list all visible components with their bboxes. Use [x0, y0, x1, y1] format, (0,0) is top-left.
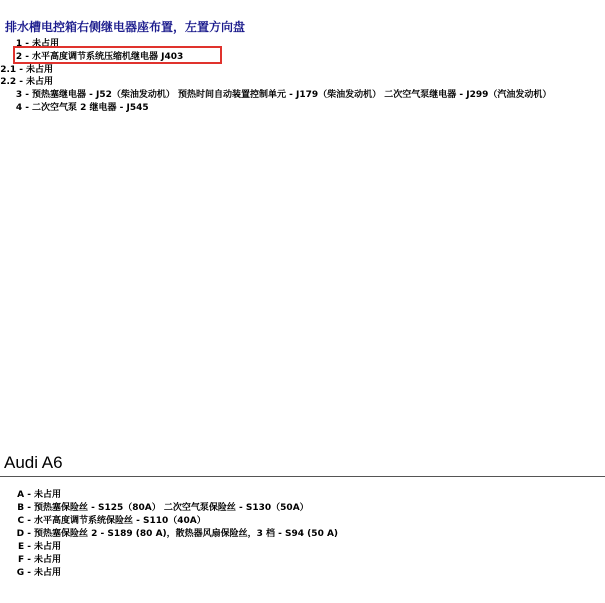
list-item — [0, 38, 605, 51]
item-text: 水平高度调节系统压缩机继电器 J403 — [32, 51, 184, 62]
item-text: 未占用 — [32, 39, 60, 49]
list-item — [0, 76, 605, 89]
list-item — [0, 554, 605, 567]
item-number: C - — [17, 516, 31, 526]
list-item — [0, 489, 605, 502]
list-item — [0, 102, 605, 115]
list-item — [0, 528, 605, 541]
item-text: 未占用 — [34, 542, 62, 552]
item-text: 未占用 — [34, 568, 62, 578]
fuse-list — [0, 489, 605, 580]
item-text: 水平高度调节系统保险丝 - S110（40A） — [34, 516, 206, 526]
item-number: 3 - — [15, 90, 29, 101]
item-number: 2.2 - — [0, 77, 23, 88]
item-number: G - — [16, 568, 31, 578]
item-text: 未占用 — [34, 555, 62, 565]
item-text: 未占用 — [34, 490, 62, 500]
item-number: 1 - — [15, 39, 29, 49]
item-number: E - — [17, 542, 31, 552]
item-text: 二次空气泵 2 继电器 - J545 — [32, 102, 149, 113]
item-number: 2.1 - — [0, 64, 23, 75]
item-text: 预热塞继电器 - J52（柴油发动机） 预热时间自动装置控制单元 - J179（柴油发动机） 二次空气泵继电器 - J299（汽油发动机） — [32, 90, 552, 101]
page-title: 排水槽电控箱右侧继电器座布置，左置方向盘 — [5, 20, 246, 34]
relay-list — [0, 38, 605, 115]
list-item — [0, 51, 605, 64]
list-item — [0, 64, 605, 77]
item-text: 未占用 — [26, 64, 54, 75]
item-text: 未占用 — [26, 77, 54, 88]
item-number: F - — [17, 555, 31, 565]
list-item — [0, 502, 605, 515]
item-text: 预热塞保险丝 - S125（80A） 二次空气泵保险丝 - S130（50A） — [34, 503, 309, 513]
item-number: A - — [17, 490, 31, 500]
section-title: Audi A6 — [4, 453, 63, 472]
list-item — [0, 567, 605, 580]
item-number: 2 - — [15, 51, 29, 62]
item-number: D - — [16, 529, 31, 539]
list-item — [0, 515, 605, 528]
item-number: 4 - — [15, 102, 29, 113]
divider — [0, 476, 605, 477]
list-item — [0, 89, 605, 102]
item-text: 预热塞保险丝 2 - S189 (80 A)，散热器风扇保险丝，3 档 - S94 (50 A) — [34, 529, 339, 539]
item-number: B - — [17, 503, 31, 513]
list-item — [0, 541, 605, 554]
